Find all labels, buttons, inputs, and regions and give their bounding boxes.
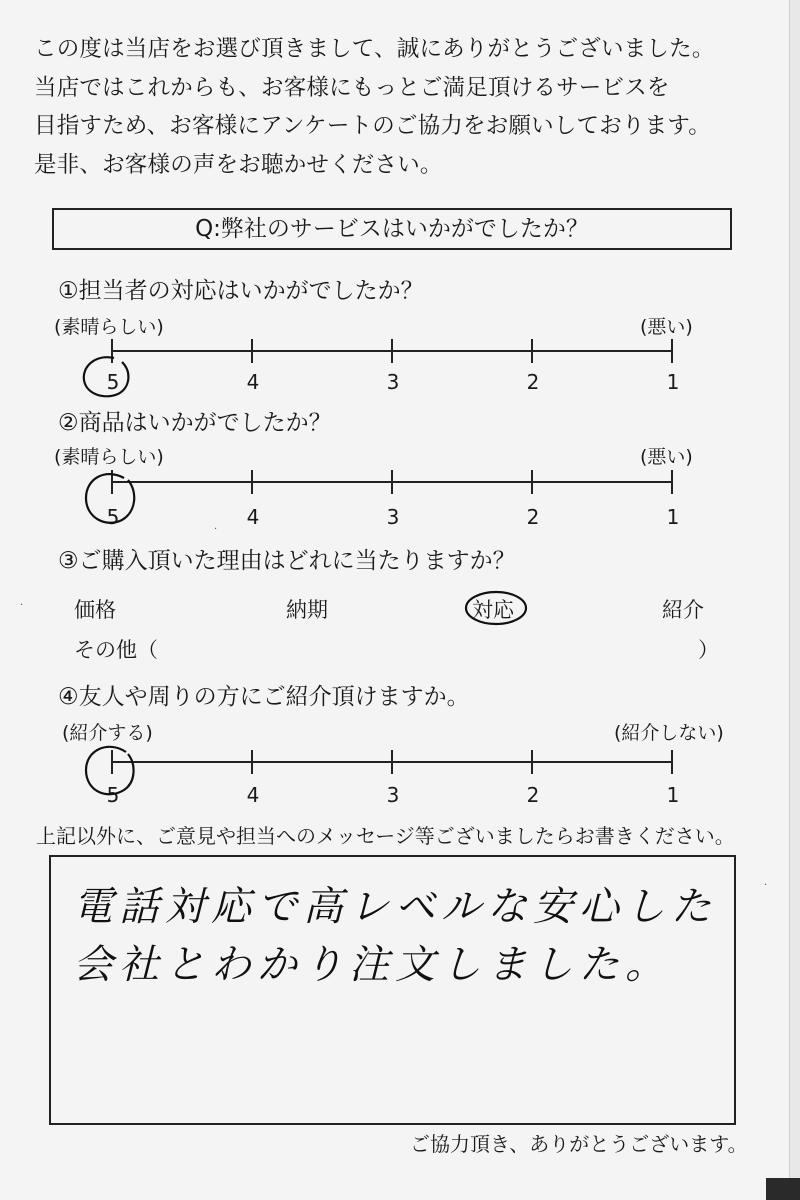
handwritten-line: 会社とわかり注文しました。 <box>73 942 671 988</box>
q2-selection-circle <box>78 468 142 530</box>
q4-left-label: (紹介する) <box>62 722 153 744</box>
closing-text: ご協力頂き、ありがとうございます。 <box>410 1132 748 1156</box>
message-prompt: 上記以外に、ご意見や担当へのメッセージ等ございましたらお書きください。 <box>36 824 735 848</box>
q2-title: ②商品はいかがでしたか？ <box>58 410 332 436</box>
q3-other-label: その他（ <box>74 638 158 662</box>
q4-num-2[interactable]: 2 <box>526 783 540 807</box>
q4-num-4[interactable]: 4 <box>246 783 260 807</box>
q2-num-4[interactable]: 4 <box>246 505 260 529</box>
q1-scale[interactable] <box>80 335 700 375</box>
q3-option-referral[interactable]: 紹介 <box>662 598 704 622</box>
q3-other-close: ） <box>698 638 719 662</box>
handwritten-line: 電話対応で高レベルな安心した <box>73 884 717 930</box>
q3-option-support[interactable]: 対応 <box>472 598 514 622</box>
q1-right-label: (悪い) <box>640 316 693 338</box>
q3-title: ③ご購入頂いた理由はどれに当たりますか？ <box>58 548 516 574</box>
q2-right-label: (悪い) <box>640 446 693 468</box>
intro-line: この度は当店をお選び頂きまして、誠にありがとうございました。 <box>34 36 715 62</box>
q1-num-5[interactable]: 5 <box>106 370 120 394</box>
intro-line: 目指すため、お客様にアンケートのご協力をお願いしております。 <box>34 113 711 139</box>
scan-corner <box>766 1178 800 1200</box>
q2-num-1[interactable]: 1 <box>666 505 680 529</box>
q1-left-label: (素晴らしい) <box>54 316 164 338</box>
q1-num-3[interactable]: 3 <box>386 370 400 394</box>
q2-scale[interactable] <box>80 466 700 506</box>
scan-speck: · <box>764 880 768 891</box>
q4-title: ④友人や周りの方にご紹介頂けますか。 <box>58 684 470 710</box>
q2-num-2[interactable]: 2 <box>526 505 540 529</box>
q4-num-1[interactable]: 1 <box>666 783 680 807</box>
intro-line: 当店ではこれからも、お客様にもっとご満足頂けるサービスを <box>34 74 670 101</box>
q3-option-price[interactable]: 価格 <box>74 598 116 622</box>
scan-speck: · <box>20 600 24 611</box>
paper-edge <box>789 0 800 1200</box>
q1-num-2[interactable]: 2 <box>526 370 540 394</box>
q2-num-3[interactable]: 3 <box>386 505 400 529</box>
q4-selection-circle <box>78 740 142 802</box>
intro-line: 是非、お客様の声をお聴かせください。 <box>34 151 443 178</box>
scan-speck: · <box>214 524 218 535</box>
q4-scale[interactable] <box>80 746 700 786</box>
q4-right-label: (紹介しない) <box>614 722 724 744</box>
message-box[interactable] <box>49 855 736 1125</box>
q2-num-5[interactable]: 5 <box>106 505 120 529</box>
q3-option-delivery[interactable]: 納期 <box>286 598 328 622</box>
main-question-box: Q:弊社のサービスはいかがでしたか？ <box>52 208 732 250</box>
q1-num-4[interactable]: 4 <box>246 370 260 394</box>
q4-num-3[interactable]: 3 <box>386 783 400 807</box>
q2-left-label: (素晴らしい) <box>54 446 164 468</box>
q3-selection-circle <box>462 588 532 628</box>
q1-selection-circle <box>76 352 136 404</box>
q4-num-5[interactable]: 5 <box>106 783 120 807</box>
intro-text <box>34 30 774 184</box>
q1-title: ①担当者の対応はいかがでしたか？ <box>58 278 424 304</box>
q1-num-1[interactable]: 1 <box>666 370 680 394</box>
